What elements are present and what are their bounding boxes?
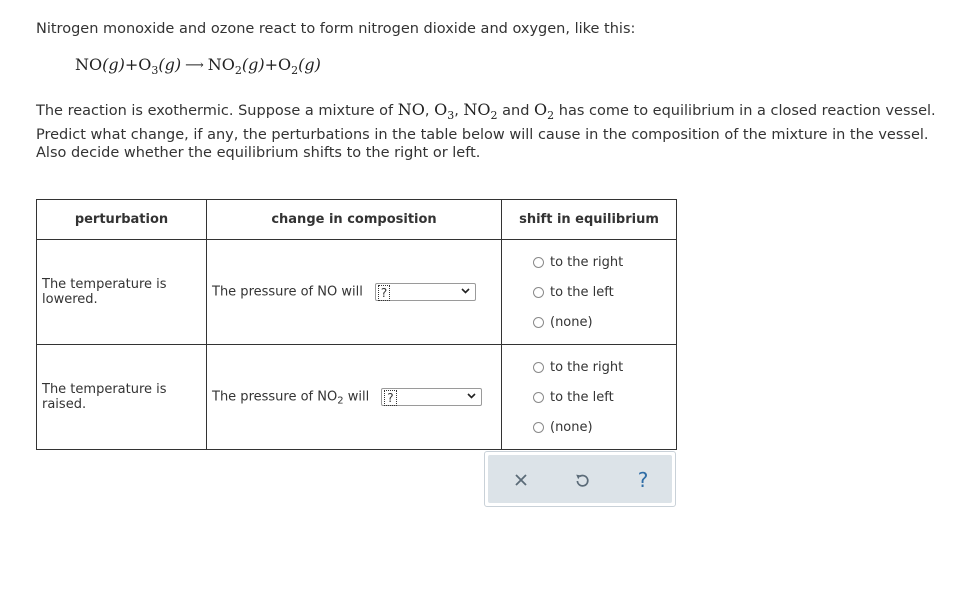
radio-to-the-right[interactable] [533, 247, 676, 277]
eq-plus: + [264, 55, 279, 74]
select-value: ? [384, 390, 396, 406]
eq-plus: + [124, 55, 139, 74]
eq-sub: 2 [291, 64, 299, 77]
instructions: Predict what change, if any, the perturbations in the table below will cause in the composition of the mixture in the vessel. Also decide whether the equilibrium shifts to the right or left. [36, 127, 929, 161]
formula-no2 [463, 100, 498, 122]
composition-cell [207, 240, 502, 345]
radio-circle-icon[interactable] [533, 362, 544, 373]
p2-text: The reaction is exothermic. Suppose a mixture of [36, 103, 398, 119]
select-value: ? [378, 285, 390, 301]
chevron-down-icon [467, 393, 476, 399]
radio-none[interactable] [533, 412, 676, 442]
help-icon: ? [637, 468, 649, 492]
radio-label: to the right [550, 254, 624, 270]
perturbation-table [36, 199, 677, 450]
radio-label: to the left [550, 284, 614, 300]
help-button[interactable] [632, 469, 654, 491]
formula-base: O [434, 100, 448, 119]
eq-sub: 3 [151, 64, 159, 77]
formula-base: NO [463, 100, 491, 119]
composition-select[interactable] [375, 283, 476, 301]
clear-button[interactable] [510, 469, 532, 491]
composition-select[interactable] [381, 388, 482, 406]
undo-button[interactable] [571, 469, 593, 491]
perturbation-cell: The temperature is raised. [37, 345, 207, 450]
p2-comma: , [424, 103, 435, 119]
paragraph-mixture [36, 100, 936, 122]
p2-comma: , [454, 103, 464, 119]
close-icon [510, 469, 532, 491]
table-header-row [37, 200, 677, 240]
eq-state: (g) [298, 55, 321, 74]
eq-no: NO [75, 55, 103, 74]
undo-icon [571, 469, 593, 491]
table-row [37, 240, 677, 345]
header-perturbation: perturbation [37, 200, 207, 240]
composition-cell [207, 345, 502, 450]
eq-o3: O [138, 55, 152, 74]
shift-options-cell [502, 345, 677, 450]
formula-o3 [434, 100, 455, 122]
composition-suffix: will [343, 389, 370, 405]
formula-sub: 3 [447, 109, 455, 122]
p2-text: has come to equilibrium in a closed reaction vessel. [554, 103, 936, 119]
p2-and: and [497, 103, 535, 119]
header-shift-in-equilibrium: shift in equilibrium [502, 200, 677, 240]
radio-to-the-right[interactable] [533, 352, 676, 382]
formula-base: O [534, 100, 548, 119]
radio-circle-icon[interactable] [533, 422, 544, 433]
eq-no2: NO [207, 55, 235, 74]
radio-circle-icon[interactable] [533, 317, 544, 328]
toolbar-inner [488, 455, 672, 503]
eq-o2: O [278, 55, 292, 74]
radio-label: (none) [550, 419, 593, 435]
chevron-down-icon [461, 288, 470, 294]
radio-label: to the left [550, 389, 614, 405]
radio-circle-icon[interactable] [533, 257, 544, 268]
eq-state: (g) [158, 55, 182, 74]
radio-label: to the right [550, 359, 624, 375]
eq-sub: 2 [234, 64, 242, 77]
radio-to-the-left[interactable] [533, 277, 676, 307]
table-row [37, 345, 677, 450]
perturbation-cell: The temperature is lowered. [37, 240, 207, 345]
formula-sub: 2 [547, 109, 555, 122]
reaction-arrow-icon: ⟶ [185, 58, 204, 73]
eq-state: (g) [241, 55, 265, 74]
radio-label: (none) [550, 314, 593, 330]
reaction-equation [75, 55, 321, 77]
formula-no: NO [397, 100, 425, 119]
header-change-in-composition: change in composition [207, 200, 502, 240]
formula-sub: 2 [490, 109, 498, 122]
composition-text: The pressure of NO will [212, 284, 363, 300]
shift-options-cell [502, 240, 677, 345]
composition-text: The pressure of NO [212, 389, 338, 405]
radio-none[interactable] [533, 307, 676, 337]
formula-o2 [534, 100, 555, 122]
answer-toolbar [484, 451, 676, 507]
eq-state: (g) [102, 55, 125, 74]
radio-to-the-left[interactable] [533, 382, 676, 412]
composition-sub: 2 [337, 395, 344, 407]
radio-circle-icon[interactable] [533, 287, 544, 298]
radio-circle-icon[interactable] [533, 392, 544, 403]
intro-text: Nitrogen monoxide and ozone react to form nitrogen dioxide and oxygen, like this: [36, 21, 636, 37]
